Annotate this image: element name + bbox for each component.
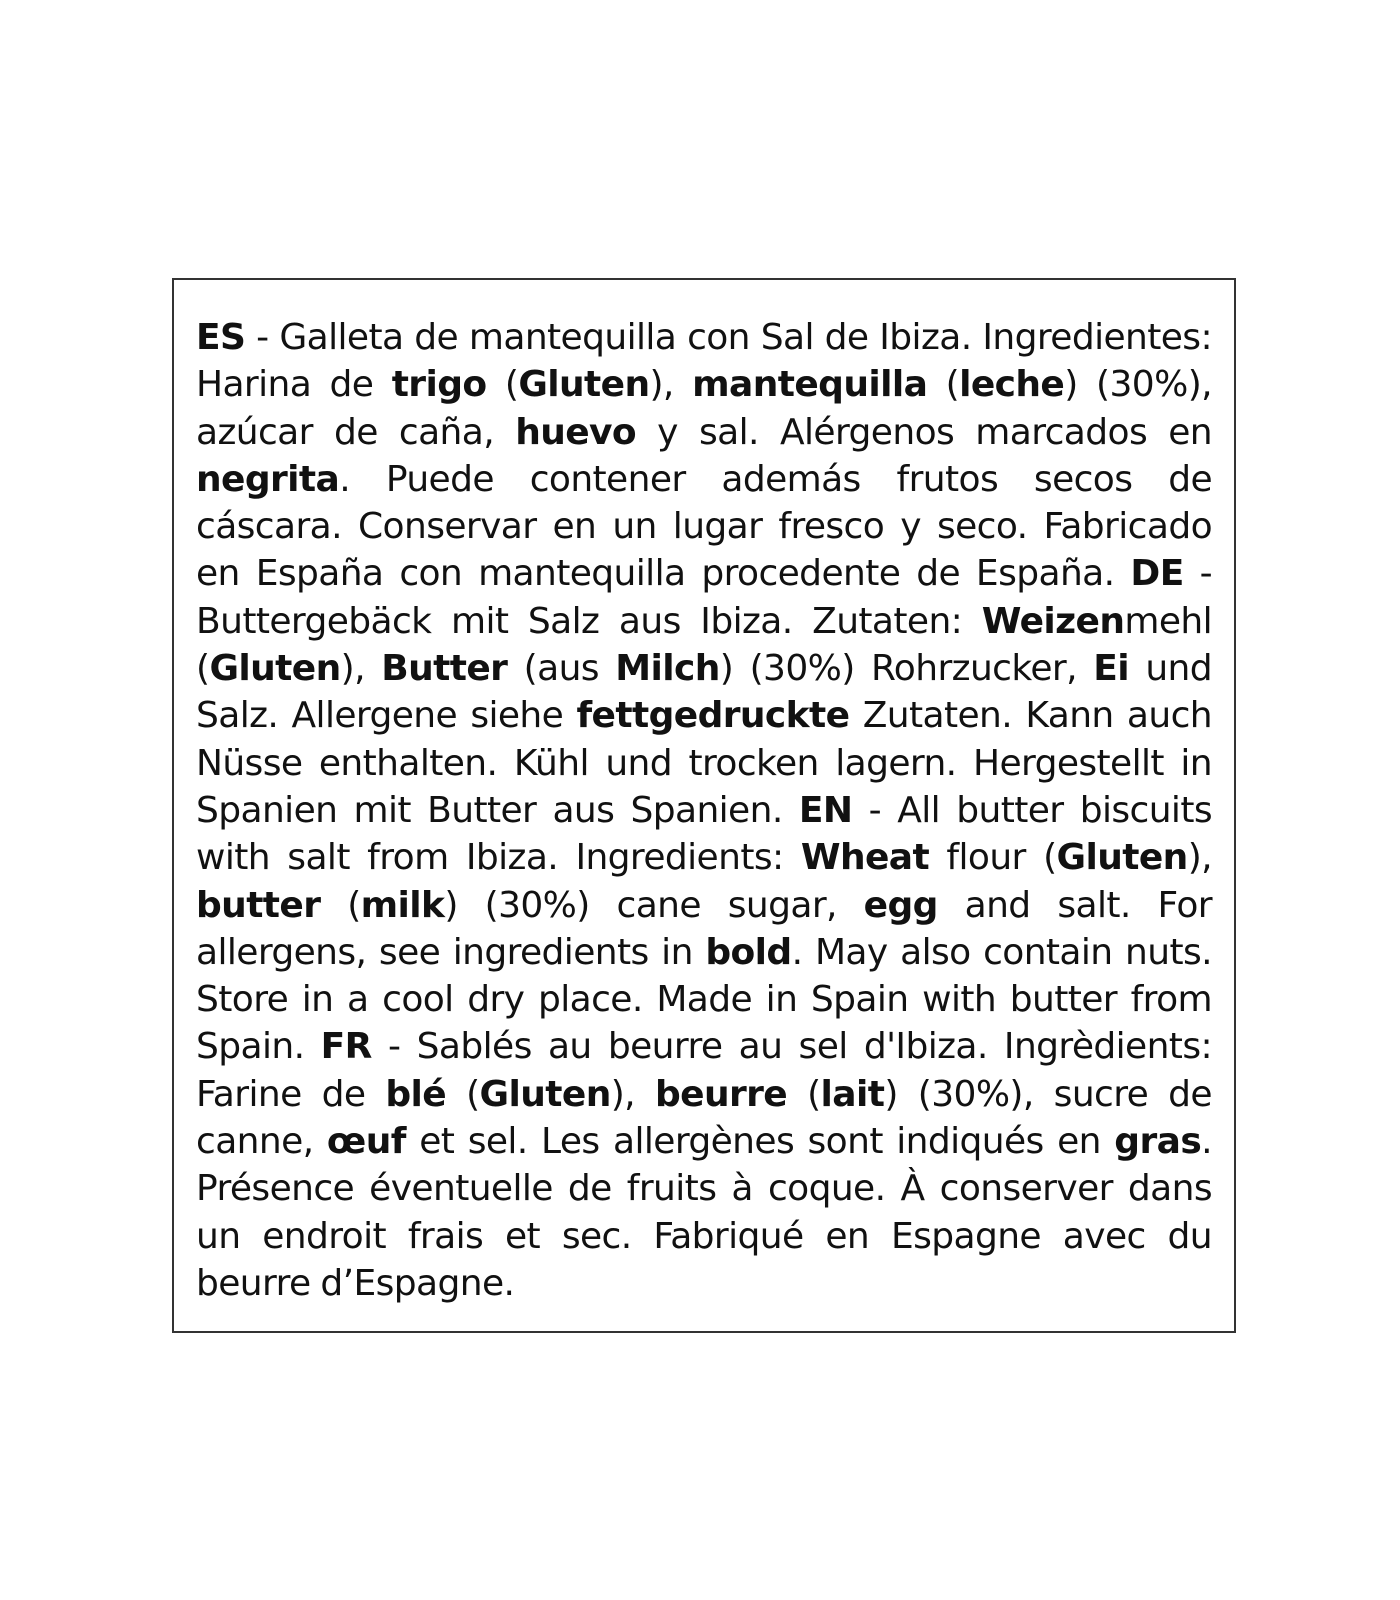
label-text-run: ( [320,884,361,926]
label-text-run: ( [787,1073,821,1115]
allergen-bold-text: EN [798,789,853,831]
label-text-run: . Présence éventuelle de fruits à coque. À conserver dans un endroit frais et sec. Fabriqué en Espagne avec du beurre d’Espagne. [196,1121,1212,1304]
allergen-bold-text: mantequilla [692,364,928,406]
allergen-bold-text: beurre [654,1073,788,1115]
allergen-bold-text: Milch [615,648,720,690]
allergen-bold-text: FR [320,1026,372,1068]
label-text-run: et sel. Les allergènes sont indiqués en [405,1121,1115,1163]
label-text-run: ) (30%) Rohrzucker, [719,648,1094,690]
allergen-bold-text: Gluten [518,364,650,406]
label-text-run: ) (30%), sucre de canne, [196,1073,1212,1163]
label-text-run: ), [649,364,693,406]
ingredients-label-box [172,278,1236,1333]
label-text-run: ), [1187,837,1212,879]
allergen-bold-text: negrita [196,458,340,500]
label-text-run: ), [610,1073,655,1115]
label-text-run: ( [486,364,519,406]
label-text-run: mehl ( [196,600,1212,690]
allergen-bold-text: bold [705,931,792,973]
label-text-run: - Buttergebäck mit Salz aus Ibiza. Zutaten: [196,553,1213,642]
label-text-run: ) (30%), azúcar de caña, [196,364,1212,453]
allergen-bold-text: Gluten [479,1073,611,1115]
label-text-run: ), [340,648,382,690]
label-text-run: . May also contain nuts. Store in a cool dry place. Made in Spain with butter from Spain. [196,931,1212,1068]
label-text-run: und Salz. Allergene siehe [196,648,1213,737]
allergen-bold-text: Gluten [209,648,341,690]
allergen-bold-text: DE [1130,553,1184,595]
label-text-run: (aus [507,648,616,690]
label-text-run: ) (30%) cane sugar, [444,884,864,926]
label-text-run: - All butter biscuits with salt from Ibiza. Ingredients: [196,789,1212,879]
allergen-bold-text: Wheat [800,837,930,879]
allergen-bold-text: gras [1114,1121,1202,1163]
allergen-bold-text: Ei [1093,648,1129,690]
allergen-bold-text: Gluten [1056,837,1188,879]
allergen-bold-text: leche [959,364,1065,406]
label-text-run: and salt. For allergens, see ingredients in [196,884,1212,973]
label-text-run: . Puede contener además frutos secos de cáscara. Conservar en un lugar fresco y seco. Fabricado en España con mantequilla procedente de España. [196,458,1212,595]
allergen-bold-text: milk [360,884,445,926]
label-text-run: - Sablés au beurre au sel d'Ibiza. Ingrèdients: Farine de [196,1026,1212,1115]
allergen-bold-text: fettgedruckte [576,695,850,737]
allergen-bold-text: lait [820,1073,885,1115]
allergen-bold-text: blé [385,1073,447,1115]
allergen-bold-text: Butter [381,648,508,690]
allergen-bold-text: butter [196,884,321,926]
label-text-run: Zutaten. Kann auch Nüsse enthalten. Kühl und trocken lagern. Hergestellt in Spanien mit Butter aus Spanien. [196,695,1213,831]
allergen-bold-text: egg [863,884,938,926]
ingredients-text [196,314,1212,1307]
allergen-bold-text: Weizen [981,600,1125,642]
label-text-run: - Galleta de mantequilla con Sal de Ibiza. Ingredientes: Harina de [196,317,1212,406]
allergen-bold-text: huevo [515,411,637,453]
label-text-run: flour ( [929,837,1057,879]
label-text-run: ( [446,1073,480,1115]
allergen-bold-text: ES [196,317,246,358]
label-text-run: y sal. Alérgenos marcados en [636,411,1212,453]
label-text-run: ( [927,364,960,406]
allergen-bold-text: trigo [391,364,487,406]
allergen-bold-text: œuf [326,1121,406,1163]
